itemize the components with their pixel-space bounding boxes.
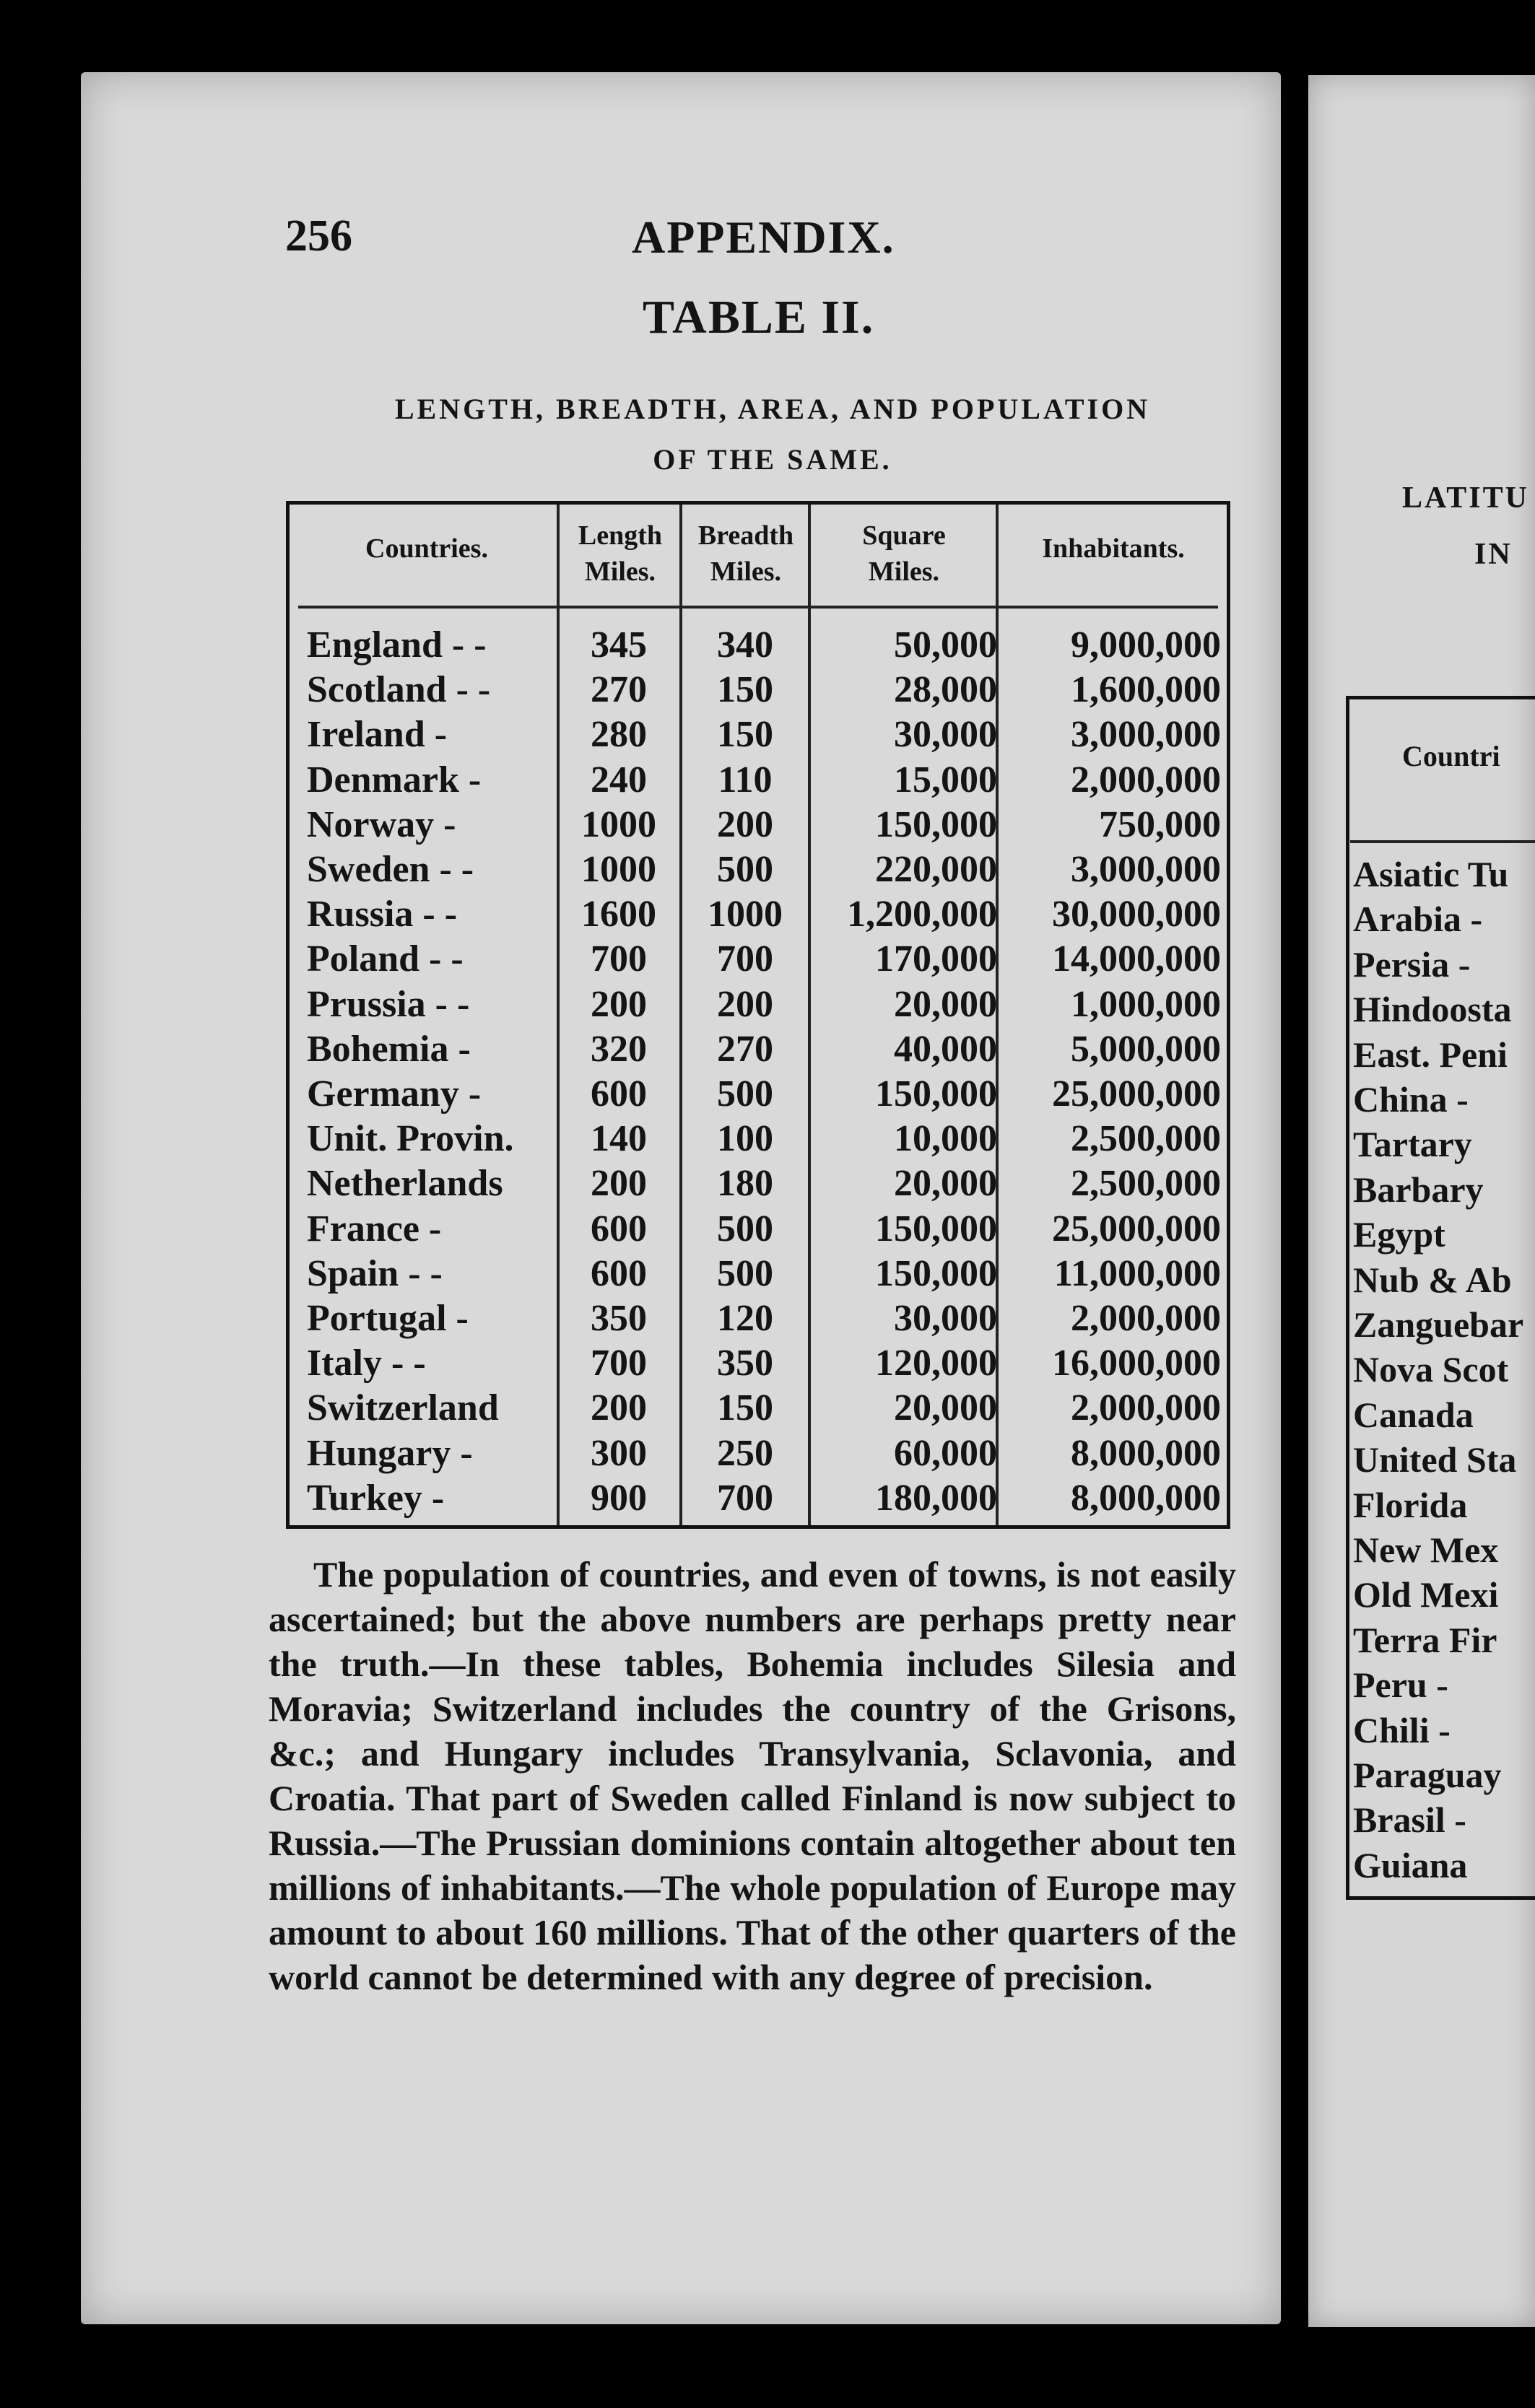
table-row <box>290 668 1227 712</box>
country-cell: Norway - <box>307 803 456 845</box>
table-row <box>290 937 1227 982</box>
country-cell: Hungary - <box>307 1432 473 1474</box>
table-row <box>290 982 1227 1027</box>
breadth-cell: 340 <box>717 624 773 666</box>
table-row <box>290 1252 1227 1296</box>
square-miles-cell: 20,000 <box>894 983 997 1025</box>
right-page-row: Brasil - <box>1353 1800 1466 1841</box>
length-cell: 320 <box>591 1028 647 1070</box>
right-page-row: Barbary <box>1353 1169 1484 1210</box>
breadth-cell: 180 <box>717 1163 773 1205</box>
population-table <box>286 501 1230 1529</box>
inhabitants-cell: 8,000,000 <box>1071 1477 1221 1519</box>
square-miles-cell: 10,000 <box>894 1118 997 1160</box>
running-head <box>285 211 1303 276</box>
breadth-cell: 500 <box>717 849 773 890</box>
right-page-title-2: IN <box>1474 538 1513 571</box>
breadth-cell: 120 <box>717 1298 773 1339</box>
country-cell: Turkey - <box>307 1477 445 1519</box>
breadth-cell: 500 <box>717 1073 773 1114</box>
table-row <box>290 847 1227 892</box>
right-page-row: Zanguebar <box>1353 1304 1524 1345</box>
right-page-row: Tartary <box>1353 1124 1472 1165</box>
square-miles-cell: 150,000 <box>875 803 997 845</box>
country-cell: England - - <box>307 624 487 666</box>
right-page-row: New Mex <box>1353 1530 1499 1570</box>
square-miles-cell: 150,000 <box>875 1208 997 1249</box>
square-miles-cell: 60,000 <box>894 1432 997 1474</box>
header-breadth-line-2: Miles. <box>710 557 782 587</box>
breadth-cell: 270 <box>717 1028 773 1070</box>
right-page-row: Persia - <box>1353 943 1471 985</box>
length-cell: 1600 <box>581 894 656 935</box>
right-page-header: Countri <box>1402 740 1500 772</box>
right-page-row: Arabia - <box>1353 899 1483 940</box>
square-miles-cell: 20,000 <box>894 1163 997 1205</box>
table-row <box>290 1027 1227 1072</box>
body-paragraph: The population of countries, and even of towns, is not easily ascertained; but the above numbers are perhaps pretty near the truth.—In these tables, Bohemia includes Silesia and Moravia; Switzerland includes the country of the Grisons, &c.; and Hungary includes Transylvania, Sclavonia, and Croatia. That part of Sweden called Finland is now subject to Russia.—The Prussian dominions contain altogether about ten millions of inhabitants.—The whole population of Europe may amount to about 160 millions. That of the other quarters of the world cannot be determined with any degree of precision. <box>269 1554 1236 1997</box>
inhabitants-cell: 8,000,000 <box>1071 1432 1221 1474</box>
square-miles-cell: 170,000 <box>875 938 997 980</box>
square-miles-cell: 120,000 <box>875 1343 997 1384</box>
length-cell: 200 <box>591 1387 647 1429</box>
length-cell: 240 <box>591 759 647 801</box>
inhabitants-cell: 2,000,000 <box>1071 1298 1221 1339</box>
breadth-cell: 250 <box>717 1432 773 1474</box>
country-cell: Ireland - <box>307 714 448 756</box>
length-cell: 600 <box>591 1073 647 1114</box>
inhabitants-cell: 1,000,000 <box>1071 983 1221 1025</box>
right-page-row: Peru - <box>1353 1665 1448 1706</box>
length-cell: 900 <box>591 1477 647 1519</box>
header-length-line-1: Length <box>578 520 663 551</box>
table-row <box>290 1161 1227 1206</box>
header-countries: Countries. <box>365 533 488 564</box>
breadth-cell: 1000 <box>708 894 783 935</box>
length-cell: 700 <box>591 938 647 980</box>
country-cell: Spain - - <box>307 1252 443 1294</box>
length-cell: 350 <box>591 1298 647 1339</box>
header-length <box>562 518 678 590</box>
square-miles-cell: 20,000 <box>894 1387 997 1429</box>
breadth-cell: 700 <box>717 938 773 980</box>
inhabitants-cell: 9,000,000 <box>1071 624 1221 666</box>
breadth-cell: 500 <box>717 1252 773 1294</box>
subtitle-line-2: OF THE SAME. <box>653 443 892 476</box>
right-page-row: East. Peni <box>1353 1034 1508 1075</box>
header-rule <box>298 606 1218 608</box>
length-cell: 140 <box>591 1118 647 1160</box>
length-cell: 200 <box>591 983 647 1025</box>
table-subtitle <box>310 384 1235 485</box>
running-title: APPENDIX. <box>632 211 895 263</box>
length-cell: 700 <box>591 1343 647 1384</box>
square-miles-cell: 50,000 <box>894 624 997 666</box>
square-miles-cell: 1,200,000 <box>847 894 997 935</box>
table-row <box>290 892 1227 937</box>
country-cell: France - <box>307 1208 442 1249</box>
inhabitants-cell: 16,000,000 <box>1052 1343 1221 1384</box>
square-miles-cell: 180,000 <box>875 1477 997 1519</box>
page-number: 256 <box>285 211 352 261</box>
country-cell: Netherlands <box>307 1163 503 1205</box>
table-row <box>290 1207 1227 1252</box>
inhabitants-cell: 750,000 <box>1099 803 1221 845</box>
inhabitants-cell: 25,000,000 <box>1052 1073 1221 1114</box>
square-miles-cell: 28,000 <box>894 669 997 711</box>
breadth-cell: 350 <box>717 1343 773 1384</box>
right-page-row: Asiatic Tu <box>1353 854 1509 894</box>
length-cell: 1000 <box>581 849 656 890</box>
breadth-cell: 150 <box>717 1387 773 1429</box>
inhabitants-cell: 2,500,000 <box>1071 1118 1221 1160</box>
country-cell: Switzerland <box>307 1387 499 1429</box>
right-page-row: Old Mexi <box>1353 1574 1499 1615</box>
square-miles-cell: 30,000 <box>894 1298 997 1339</box>
country-cell: Germany - <box>307 1073 482 1114</box>
table-title: TABLE II. <box>643 291 875 344</box>
table-row <box>290 1386 1227 1431</box>
right-page-row: Egypt <box>1353 1214 1445 1255</box>
square-miles-cell: 150,000 <box>875 1073 997 1114</box>
right-page-row: Hindoosta <box>1353 989 1512 1030</box>
header-length-line-2: Miles. <box>584 557 656 587</box>
right-page-header-rule <box>1350 840 1535 843</box>
right-page-title-1: LATITU <box>1402 481 1529 515</box>
header-inhabitants: Inhabitants. <box>1042 533 1185 564</box>
breadth-cell: 200 <box>717 983 773 1025</box>
inhabitants-cell: 5,000,000 <box>1071 1028 1221 1070</box>
table-row <box>290 803 1227 847</box>
table-row <box>290 1431 1227 1476</box>
country-cell: Scotland - - <box>307 669 491 711</box>
square-miles-cell: 220,000 <box>875 849 997 890</box>
length-cell: 280 <box>591 714 647 756</box>
inhabitants-cell: 25,000,000 <box>1052 1208 1221 1249</box>
country-cell: Portugal - <box>307 1298 469 1339</box>
length-cell: 345 <box>591 624 647 666</box>
table-row <box>290 712 1227 757</box>
subtitle-line-1: LENGTH, BREADTH, AREA, AND POPULATION <box>394 393 1151 425</box>
right-page-row: China - <box>1353 1079 1469 1120</box>
breadth-cell: 200 <box>717 803 773 845</box>
breadth-cell: 100 <box>717 1118 773 1160</box>
square-miles-cell: 150,000 <box>875 1252 997 1294</box>
header-square-line-1: Square <box>862 520 946 551</box>
header-breadth-line-1: Breadth <box>697 520 794 551</box>
length-cell: 300 <box>591 1432 647 1474</box>
length-cell: 1000 <box>581 803 656 845</box>
inhabitants-cell: 1,600,000 <box>1071 669 1221 711</box>
right-page-row: Chili - <box>1353 1709 1451 1750</box>
country-cell: Sweden - - <box>307 849 474 890</box>
header-square-miles <box>814 518 994 590</box>
inhabitants-cell: 30,000,000 <box>1052 894 1221 935</box>
length-cell: 600 <box>591 1252 647 1294</box>
breadth-cell: 700 <box>717 1477 773 1519</box>
country-cell: Unit. Provin. <box>307 1118 514 1160</box>
country-cell: Poland - - <box>307 938 464 980</box>
length-cell: 270 <box>591 669 647 711</box>
inhabitants-cell: 2,000,000 <box>1071 759 1221 801</box>
country-cell: Italy - - <box>307 1343 426 1384</box>
inhabitants-cell: 2,000,000 <box>1071 1387 1221 1429</box>
square-miles-cell: 30,000 <box>894 714 997 756</box>
country-cell: Prussia - - <box>307 983 470 1025</box>
inhabitants-cell: 14,000,000 <box>1052 938 1221 980</box>
table-row <box>290 1117 1227 1161</box>
breadth-cell: 500 <box>717 1208 773 1249</box>
right-page <box>1308 75 1535 2327</box>
length-cell: 200 <box>591 1163 647 1205</box>
square-miles-cell: 15,000 <box>894 759 997 801</box>
right-page-row: Terra Fir <box>1353 1619 1497 1660</box>
right-page-row: United Sta <box>1353 1439 1517 1480</box>
table-row <box>290 1296 1227 1341</box>
breadth-cell: 150 <box>717 669 773 711</box>
header-breadth <box>685 518 806 590</box>
country-cell: Denmark - <box>307 759 482 801</box>
table-row <box>290 1476 1227 1521</box>
length-cell: 600 <box>591 1208 647 1249</box>
right-page-row: Florida <box>1353 1484 1468 1525</box>
breadth-cell: 110 <box>718 759 773 801</box>
inhabitants-cell: 3,000,000 <box>1071 849 1221 890</box>
table-row <box>290 1072 1227 1117</box>
table-row <box>290 623 1227 668</box>
table-row <box>290 758 1227 803</box>
right-page-row: Guiana <box>1353 1844 1468 1885</box>
right-page-row: Paraguay <box>1353 1755 1502 1795</box>
right-page-row: Nub & Ab <box>1353 1259 1512 1300</box>
country-cell: Russia - - <box>307 894 458 935</box>
breadth-cell: 150 <box>717 714 773 756</box>
inhabitants-cell: 2,500,000 <box>1071 1163 1221 1205</box>
square-miles-cell: 40,000 <box>894 1028 997 1070</box>
right-page-row: Canada <box>1353 1394 1474 1435</box>
inhabitants-cell: 11,000,000 <box>1053 1252 1221 1294</box>
table-row <box>290 1341 1227 1386</box>
right-page-row: Nova Scot <box>1353 1349 1509 1390</box>
header-square-line-2: Miles. <box>868 557 940 587</box>
inhabitants-cell: 3,000,000 <box>1071 714 1221 756</box>
country-cell: Bohemia - <box>307 1028 471 1070</box>
